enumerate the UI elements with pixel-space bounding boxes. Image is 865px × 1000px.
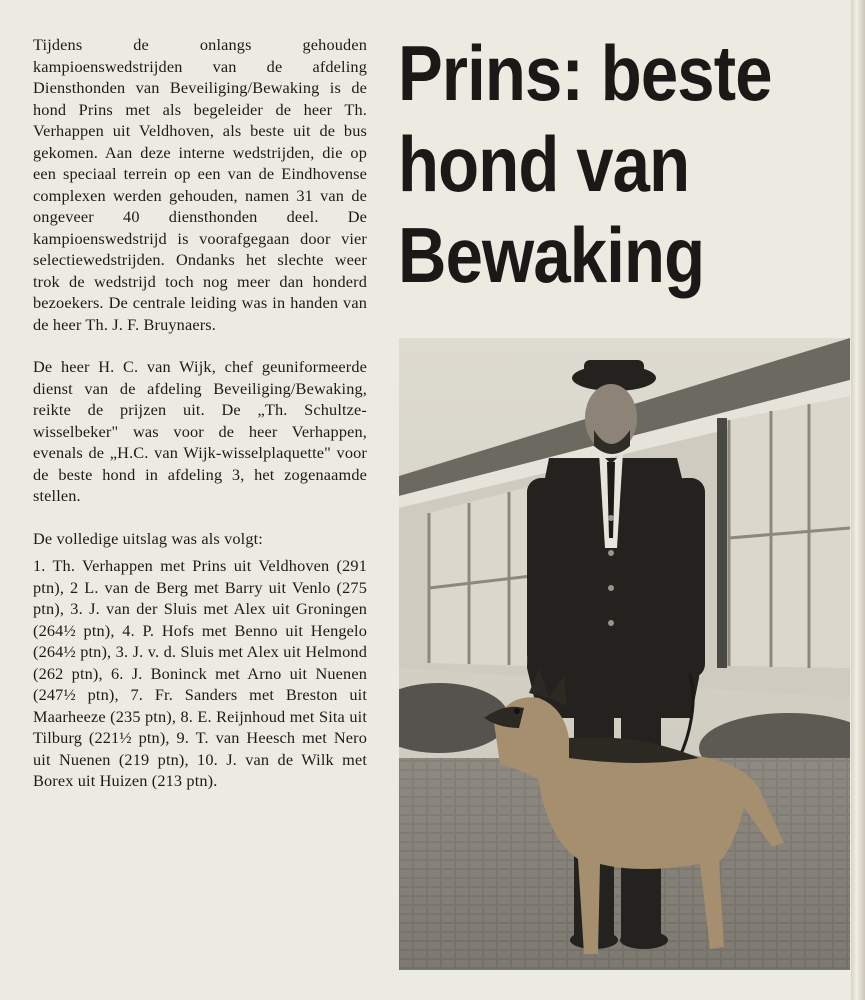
headline-line-3: Bewaking (398, 211, 705, 299)
results-heading: De volledige uitslag was als volgt: (33, 528, 263, 548)
article-headline (398, 28, 789, 301)
photo-illustration (399, 338, 850, 970)
results-list: 1. Th. Verhappen met Prins uit Veldhoven (291 ptn), 2 L. van de Berg met Barry uit Venlo (275 ptn), 3. J. van der Sluis met Alex uit Groningen (264½ ptn), 4. P. Hofs met Benno uit Hengelo (264½ ptn), 3. J. v. d. Sluis met Alex uit Helmond (262 ptn), 6. J. Boninck met Arno uit Nuenen (247½ ptn), 7. Fr. Sanders met Breston uit Maarheeze (235 ptn), 8. E. Reijnhoud met Sita uit Tilburg (221½ ptn), 9. T. van Heesch met Nero uit Nuenen (219 ptn), 10. J. van de Wilk met Borex uit Huizen (213 ptn). (33, 556, 367, 790)
headline-line-2: hond van (398, 120, 690, 208)
headline-line-1: Prins: beste (398, 29, 772, 117)
article-paragraph-intro: Tijdens de onlangs gehouden kampioenswedstrijden van de afdeling Diensthonden van Beveiliging/Bewaking is de hond Prins met als begeleider de heer Th. Verhappen uit Veldhoven, als beste uit de bus gekomen. Aan deze interne wedstrijden, die op een speciaal terrein op een van de Eindhovense complexen werden gehouden, namen 31 van de ongeveer 40 diensthonden deel. De kampioenswedstrijd is voorafgegaan door vier selectiewedstrijden. Ondanks het slechte weer trok de wedstrijd toch nog meer dan honderd bezoekers. De centrale leiding was in handen van de heer Th. J. F. Bruynaers. (33, 35, 367, 334)
photo-guard-with-dog (399, 338, 850, 970)
article-body (33, 34, 367, 813)
page-edge (851, 0, 865, 1000)
article-paragraph-prizes: De heer H. C. van Wijk, chef geuniformeerde dienst van de afdeling Beveiliging/Bewaking, reikte de prijzen uit. De „Th. Schultze-wisselbeker" was voor de heer Verhappen, evenals de „H.C. van Wijk-wisselplaquette" voor de beste hond in afdeling 3, het zogenaamde stellen. (33, 357, 367, 505)
